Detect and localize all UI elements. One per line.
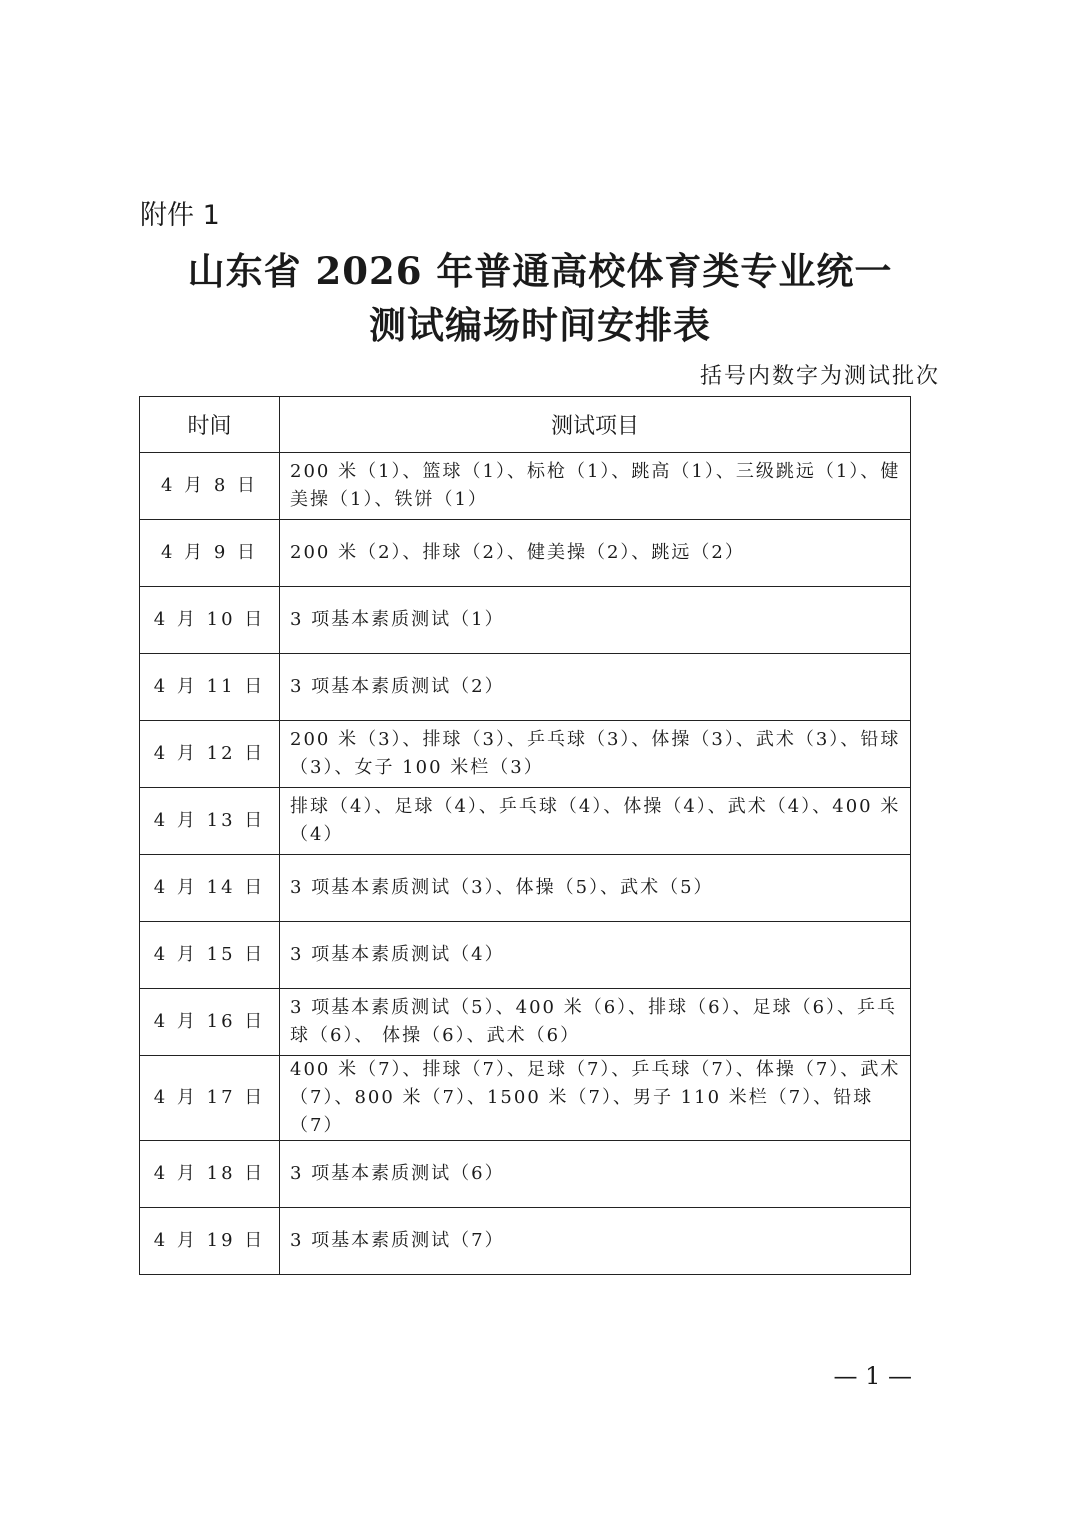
row-date: 4 月 19 日 bbox=[140, 1208, 280, 1275]
table-row bbox=[140, 922, 911, 989]
table-row bbox=[140, 1208, 911, 1275]
attachment-label: 附件 1 bbox=[140, 200, 220, 231]
row-date: 4 月 14 日 bbox=[140, 855, 280, 922]
row-date: 4 月 18 日 bbox=[140, 1141, 280, 1208]
page-title bbox=[0, 244, 1080, 352]
row-items: 3 项基本素质测试（7） bbox=[280, 1208, 911, 1275]
row-date: 4 月 10 日 bbox=[140, 587, 280, 654]
schedule-table bbox=[139, 396, 911, 1275]
page-title-line-1: 山东省 2026 年普通高校体育类专业统一 bbox=[187, 249, 893, 293]
row-items: 排球（4）、足球（4）、乒乓球（4）、体操（4）、武术（4）、400 米（4） bbox=[280, 788, 911, 855]
table-row bbox=[140, 788, 911, 855]
row-date: 4 月 11 日 bbox=[140, 654, 280, 721]
row-date: 4 月 8 日 bbox=[140, 453, 280, 520]
row-items: 3 项基本素质测试（2） bbox=[280, 654, 911, 721]
table-row bbox=[140, 855, 911, 922]
row-items: 200 米（2）、排球（2）、健美操（2）、跳远（2） bbox=[280, 520, 911, 587]
row-items: 200 米（3）、排球（3）、乒乓球（3）、体操（3）、武术（3）、铅球（3）、女子 100 米栏（3） bbox=[280, 721, 911, 788]
page-title-line-2: 测试编场时间安排表 bbox=[369, 303, 711, 347]
batch-note: 括号内数字为测试批次 bbox=[699, 364, 940, 389]
row-items: 3 项基本素质测试（5）、400 米（6）、排球（6）、足球（6）、乒乓球（6）、 体操（6）、武术（6） bbox=[280, 989, 911, 1056]
row-date: 4 月 15 日 bbox=[140, 922, 280, 989]
table-row bbox=[140, 1141, 911, 1208]
table-header-row bbox=[140, 397, 911, 453]
row-items: 3 项基本素质测试（6） bbox=[280, 1141, 911, 1208]
page-number: — 1 — bbox=[833, 1362, 912, 1390]
row-items: 400 米（7）、排球（7）、足球（7）、乒乓球（7）、体操（7）、武术（7）、800 米（7）、1500 米（7）、男子 110 米栏（7）、铅球（7） bbox=[280, 1056, 911, 1141]
row-date: 4 月 12 日 bbox=[140, 721, 280, 788]
header-test-items: 测试项目 bbox=[280, 397, 911, 453]
row-date: 4 月 16 日 bbox=[140, 989, 280, 1056]
table-row bbox=[140, 587, 911, 654]
row-date: 4 月 13 日 bbox=[140, 788, 280, 855]
table-row bbox=[140, 721, 911, 788]
row-items: 3 项基本素质测试（3）、体操（5）、武术（5） bbox=[280, 855, 911, 922]
table-row bbox=[140, 520, 911, 587]
header-time: 时间 bbox=[140, 397, 280, 453]
table-row bbox=[140, 453, 911, 520]
row-date: 4 月 9 日 bbox=[140, 520, 280, 587]
row-date: 4 月 17 日 bbox=[140, 1056, 280, 1141]
table-row bbox=[140, 1056, 911, 1141]
row-items: 3 项基本素质测试（4） bbox=[280, 922, 911, 989]
table-row bbox=[140, 654, 911, 721]
row-items: 3 项基本素质测试（1） bbox=[280, 587, 911, 654]
table-row bbox=[140, 989, 911, 1056]
row-items: 200 米（1）、篮球（1）、标枪（1）、跳高（1）、三级跳远（1）、健美操（1）、铁饼（1） bbox=[280, 453, 911, 520]
